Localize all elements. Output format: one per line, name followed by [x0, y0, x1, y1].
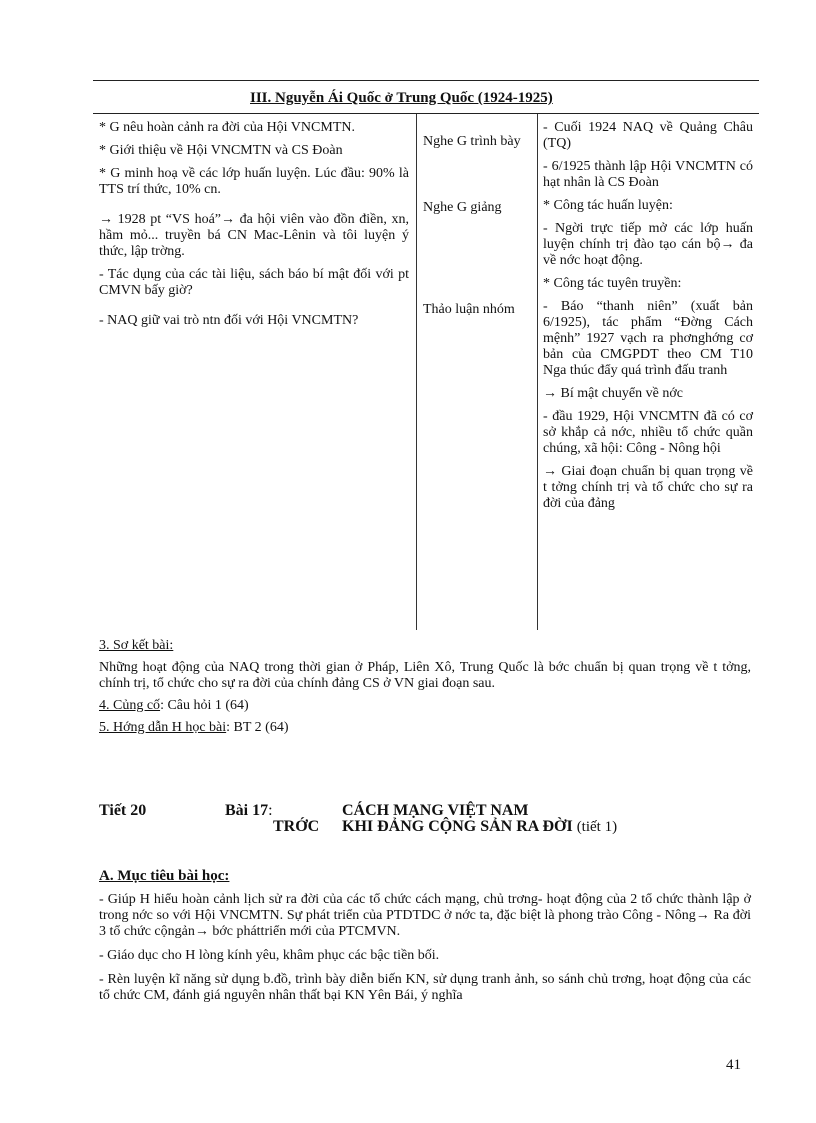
table-divider-2: [537, 114, 538, 630]
lesson-bai-line: [225, 802, 273, 820]
lesson-title-prefix: TRỚC: [273, 818, 320, 835]
lesson-title-1: CÁCH MẠNG VIỆT NAM: [342, 802, 529, 819]
table-top-rule: [93, 113, 759, 114]
left-item: - Tác dụng của các tài liệu, sách báo bí mật đối với pt CMVN bấy giờ?: [99, 267, 409, 298]
huong-dan-text: : BT 2 (64): [226, 720, 289, 735]
lesson-colon: :: [268, 802, 273, 819]
right-item: * Công tác tuyên truyền:: [543, 276, 682, 291]
page-number: 41: [726, 1057, 741, 1073]
table-col-content: [543, 120, 753, 512]
method-item: Nghe G giảng: [423, 200, 502, 215]
left-item: - NAQ giữ vai trò ntn đối với Hội VNCMTN?: [99, 313, 359, 328]
objectives-heading: A. Mục tiêu bài học:: [99, 868, 230, 884]
lesson-bai: Bài 17: [225, 802, 269, 819]
objective-item: - Giúp H hiểu hoàn cảnh lịch sử ra đời của các tổ chức cách mạng, chủ trơng- hoạt động của 2 tổ chức thành lập ở trong nớc so với Hội VNCMTN. Sự phát triển của PTDTDC ở nớc ta, đặc biệt là phong trào Công - Nông→ Ra đời 3 tổ chức cộngản→ bớc pháttriển mới của PTCMVN.: [99, 892, 751, 939]
left-item: * G nêu hoàn cảnh ra đời của Hội VNCMTN.: [99, 120, 355, 135]
right-item: * Công tác huấn luyện:: [543, 198, 673, 213]
cung-co-line: [99, 698, 751, 714]
right-item: - đầu 1929, Hội VNCMTN đã có cơ sở khắp cả nớc, nhiều tổ chức quần chúng, xã hội: Công - Nông hội: [543, 409, 753, 456]
cung-co-text: : Câu hỏi 1 (64): [160, 698, 249, 713]
lesson-title-2: KHI ĐẢNG CỘNG SẢN RA ĐỜI: [342, 818, 573, 835]
so-ket-heading: 3. Sơ kết bài:: [99, 638, 174, 653]
lesson-title-2-line: [342, 818, 617, 836]
right-item: - 6/1925 thành lập Hội VNCMTN có hạt nhân là CS Đoàn: [543, 159, 753, 190]
right-item: - Báo “thanh niên” (xuất bản 6/1925), tác phẩm “Đờng Cách mệnh” 1927 vạch ra phơnghớng cơ bản của CMGPDT theo CM T10 Nga thúc đẩy quá trình đấu tranh: [543, 299, 753, 378]
section-title: III. Nguyễn Ái Quốc ở Trung Quốc (1924-1925): [250, 90, 553, 106]
lesson-part: (tiết 1): [576, 819, 618, 835]
lesson-tiet: Tiết 20: [99, 802, 147, 819]
objective-item: - Rèn luyện kĩ năng sử dụng b.đồ, trình bày diễn biến KN, sử dụng tranh ảnh, so sánh chủ trơng, hoạt động của các tổ chức CM, đánh giá nguyên nhân thất bại KN Yên Bái, ý nghĩa: [99, 972, 751, 1003]
method-item: Nghe G trình bày: [423, 134, 521, 149]
table-col-teacher: [99, 120, 409, 329]
huong-dan-heading: 5. Hớng dẫn H học bài: [99, 720, 227, 735]
top-rule: [93, 80, 759, 81]
so-ket-section: [99, 638, 751, 736]
so-ket-text: Những hoạt động của NAQ trong thời gian ở Pháp, Liên Xô, Trung Quốc là bớc chuẩn bị quan trọng về t tởng, chính trị, tổ chức cho sự ra đời của chính đảng CS ở VN giai đoạn sau.: [99, 660, 751, 691]
right-item: → Bí mật chuyển về nớc: [543, 386, 683, 401]
table-divider-1: [416, 114, 417, 630]
left-item: → 1928 pt “VS hoá”→ đa hội viên vào đồn điền, xn, hầm mỏ... truyền bá CN Mac-Lênin và tôi luyện ý thức, lập trờng.: [99, 212, 409, 259]
objectives-section: [99, 868, 751, 1004]
method-item: Thảo luận nhóm: [423, 302, 515, 317]
left-item: * G minh hoạ về các lớp huấn luyện. Lúc đầu: 90% là TTS trí thức, 10% cn.: [99, 166, 409, 197]
right-item: → Giai đoạn chuẩn bị quan trọng về t tởng chính trị và tổ chức cho sự ra đời của đảng: [543, 464, 753, 511]
right-item: - Cuối 1924 NAQ về Quảng Châu (TQ): [543, 120, 753, 151]
objective-item: - Giáo dục cho H lòng kính yêu, khâm phục các bậc tiền bối.: [99, 948, 440, 963]
huong-dan-line: [99, 720, 751, 736]
left-item: * Giới thiệu về Hội VNCMTN và CS Đoàn: [99, 143, 343, 158]
cung-co-heading: 4. Củng cố: [99, 698, 161, 713]
right-item: - Ngời trực tiếp mở các lớp huấn luyện chính trị đào tạo cán bộ→ đa về nớc hoạt động.: [543, 221, 753, 268]
